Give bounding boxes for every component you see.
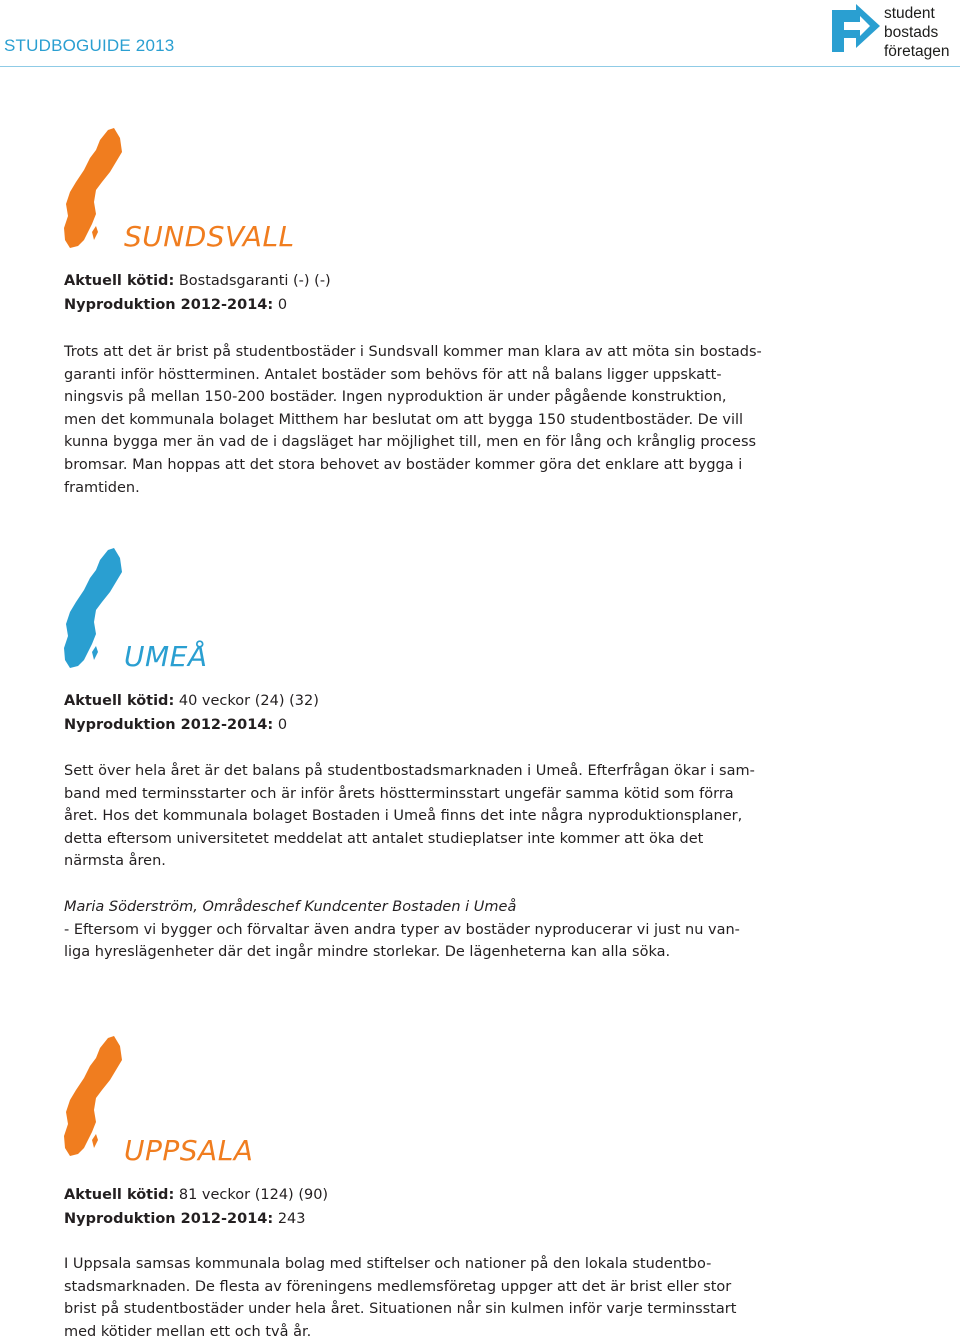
queue-label: Aktuell kötid:	[64, 1187, 175, 1203]
city-heading: UPPSALA	[124, 1134, 254, 1167]
company-logo	[830, 4, 958, 60]
paragraph-line: Trots att det är brist på studentbostäder i Sundsvall kommer man klara av att möta sin bostads-	[64, 344, 762, 360]
city-heading: SUNDSVALL	[124, 220, 295, 253]
quote-line: liga hyreslägenheter där det ingår mindre storlekar. De lägenheterna kan alla söka.	[64, 944, 671, 961]
paragraph-line: närmsta åren.	[64, 853, 166, 870]
quote-block	[64, 896, 740, 964]
logo-text-line-1: student	[884, 5, 935, 22]
logo-text-line-3: företagen	[884, 43, 950, 60]
queue-value: 40 veckor (24) (32)	[178, 693, 319, 709]
paragraph-line: men det kommunala bolaget Mitthem har beslutat om att bygga 150 studentbostäder. De vill	[64, 411, 744, 428]
queue-value: Bostadsgaranti (-) (-)	[178, 273, 331, 289]
paragraph-line: Sett över hela året är det balans på studentbostadsmarknaden i Umeå. Efterfrågan ökar i sam-	[64, 763, 755, 779]
paragraph-line: ningsvis på mellan 150-200 bostäder. Ingen nyproduktion är under pågående konstruktion,	[64, 389, 727, 406]
paragraph-line: året. Hos det kommunala bolaget Bostaden i Umeå finns det inte några nyproduktionsplaner,	[64, 808, 743, 825]
new-production-value: 243	[277, 1211, 306, 1227]
paragraph-line: framtiden.	[64, 479, 140, 496]
queue-value: 81 veckor (124) (90)	[178, 1187, 329, 1203]
sweden-map-icon	[62, 1036, 126, 1158]
paragraph-line: med kötider mellan ett och två år.	[64, 1323, 312, 1340]
paragraph-line: garanti inför höstterminen. Antalet bostäder som behövs för att nå balans ligger uppskatt-	[64, 366, 722, 383]
new-production-label: Nyproduktion 2012-2014:	[64, 1211, 274, 1227]
paragraph-line: stadsmarknaden. De flesta av föreningens medlemsföretag uppger att det är brist eller stor	[64, 1278, 732, 1295]
queue-label: Aktuell kötid:	[64, 273, 175, 289]
new-production-value: 0	[277, 297, 288, 313]
paragraph-line: detta eftersom universitetet meddelat att antalet studieplatser inte kommer att öka det	[64, 830, 704, 847]
section-paragraph	[64, 760, 755, 873]
logo-text-line-2: bostads	[884, 24, 939, 41]
sweden-map-icon	[62, 128, 126, 250]
page-header-title: STUDBOGUIDE 2013	[4, 36, 175, 55]
quote-line: - Eftersom vi bygger och förvaltar även andra typer av bostäder nyproducerar vi just nu van-	[64, 921, 740, 938]
arrow-logo-icon	[830, 4, 882, 54]
paragraph-line: bromsar. Man hoppas att det stora behovet av bostäder kommer göra det enklare att bygga i	[64, 456, 743, 473]
new-production-label: Nyproduktion 2012-2014:	[64, 717, 274, 733]
paragraph-line: I Uppsala samsas kommunala bolag med stiftelser och nationer på den lokala studentbo-	[64, 1256, 712, 1272]
header-divider	[0, 66, 960, 67]
section-paragraph	[64, 1253, 736, 1343]
sweden-map-icon	[62, 548, 126, 670]
paragraph-line: band med terminsstarter och är inför årets höstterminsstart ungefär samma kötid som förra	[64, 785, 734, 802]
queue-info	[64, 269, 331, 317]
queue-info	[64, 689, 319, 737]
quote-author: Maria Söderström, Områdeschef Kundcenter Bostaden i Umeå	[64, 899, 517, 915]
new-production-value: 0	[277, 717, 288, 733]
city-heading: UMEÅ	[124, 640, 208, 673]
paragraph-line: kunna bygga mer än vad de i dagsläget har möjlighet till, men en för lång och krånglig process	[64, 434, 757, 451]
new-production-label: Nyproduktion 2012-2014:	[64, 297, 274, 313]
queue-label: Aktuell kötid:	[64, 693, 175, 709]
paragraph-line: brist på studentbostäder under hela året. Situationen når sin kulmen inför varje terminsstart	[64, 1301, 737, 1318]
section-paragraph	[64, 341, 762, 499]
queue-info	[64, 1183, 328, 1231]
